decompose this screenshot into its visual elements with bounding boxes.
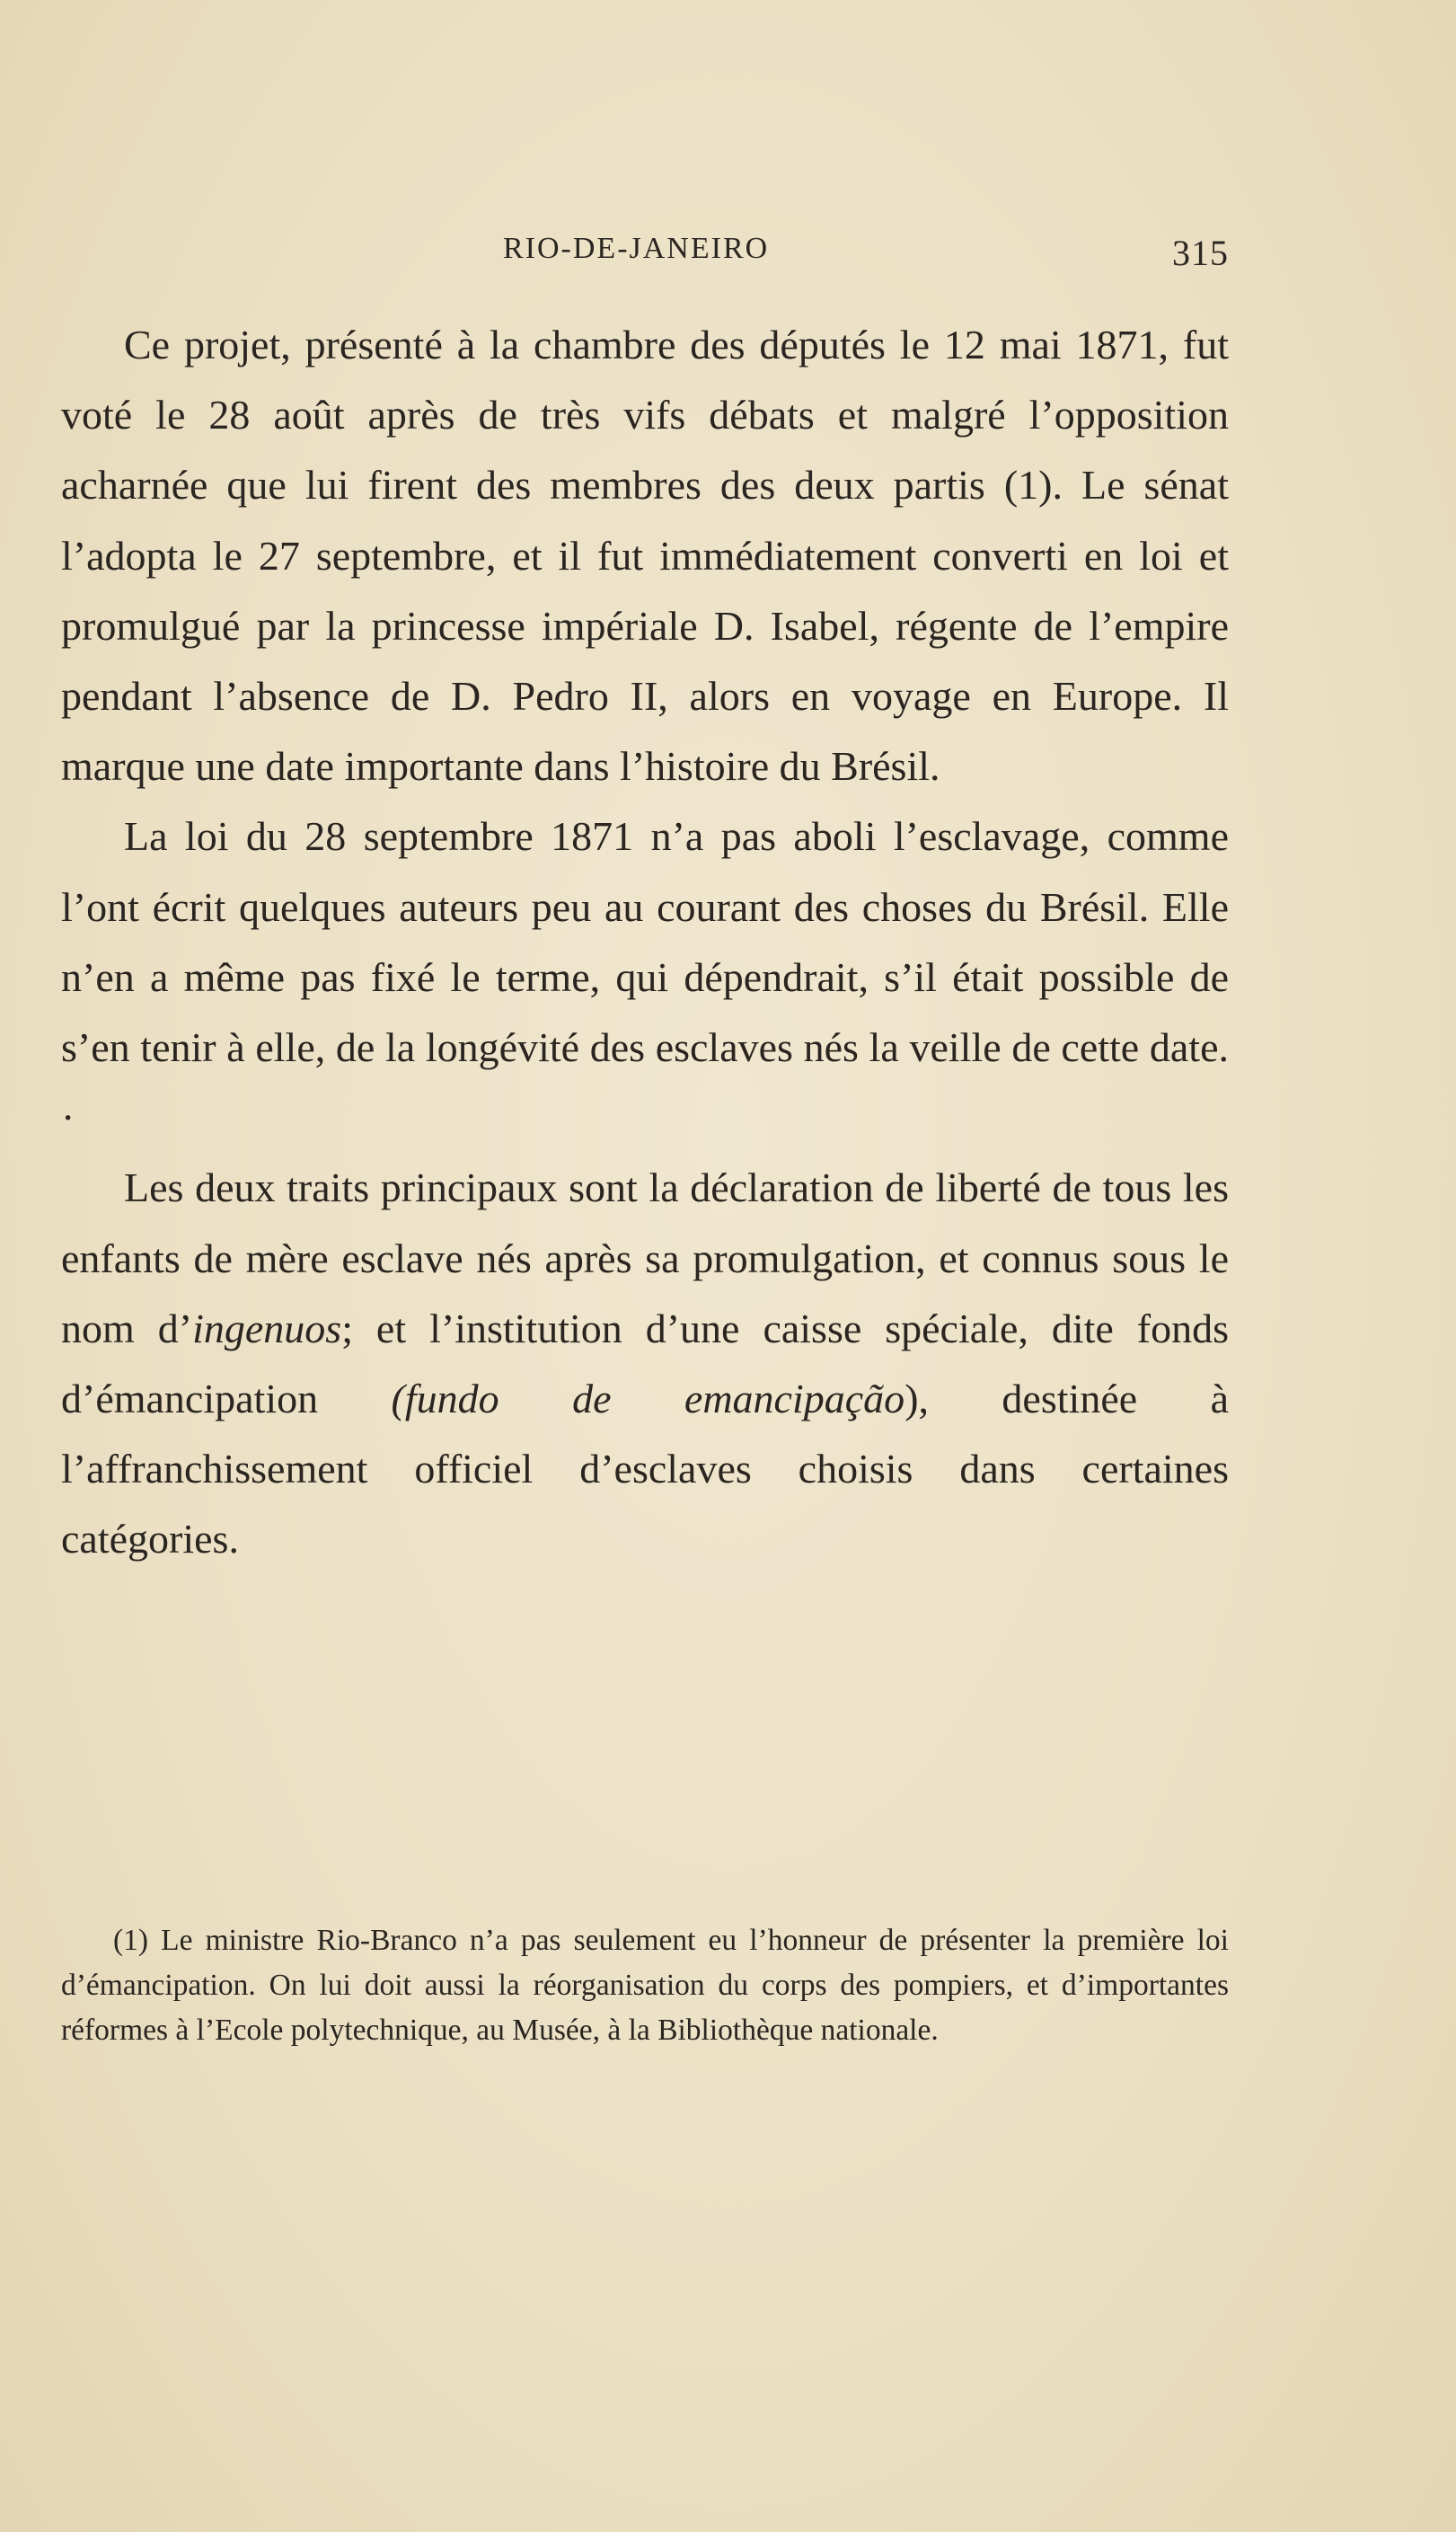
footnote — [61, 1918, 1229, 2053]
running-title: RIO-DE-JANEIRO — [503, 232, 770, 265]
page-header — [61, 232, 1229, 277]
paragraph-3-text-middle: ; et l’institution d’une caisse spéciale, dite fonds d’émancipation — [61, 1305, 1229, 1422]
page-number: 315 — [1172, 233, 1229, 273]
paragraph-3-text-end: ), destinée à l’affranchissement officiel d’esclaves choisis dans certaines catégories. — [61, 1376, 1229, 1563]
italic-term-fundo: (fundo de emancipação — [391, 1376, 905, 1422]
italic-term-ingenuos: ingenuos — [192, 1305, 342, 1351]
paragraph-2-text: La loi du 28 septembre 1871 n’a pas aboli l’esclavage, comme l’ont écrit quelques auteurs peu au courant des choses du Brésil. Elle n’en a même pas fixé le terme, qui dépendrait, s’il était possible de s’en tenir à elle, de la longévité des esclaves nés la veille de cette date. · — [61, 813, 1229, 1141]
paragraph-3-text-start: Les deux traits principaux sont la déclaration de liberté de tous les enfants de mère esclave nés après sa promulgation, et connus sous le nom d’ — [61, 1164, 1229, 1351]
paragraph-1 — [61, 310, 1229, 801]
paragraph-3 — [61, 1153, 1229, 1574]
body-text — [61, 310, 1229, 1575]
footnote-text: (1) Le ministre Rio-Branco n’a pas seulement eu l’honneur de présenter la première loi d’émancipation. On lui doit aussi la réorganisation du corps des pompiers, et d’importantes réformes à l’Ecole polytechnique, au Musée, à la Bibliothèque nationale. — [61, 1924, 1229, 2047]
paragraph-2 — [61, 801, 1229, 1153]
paragraph-1-text: Ce projet, présenté à la chambre des députés le 12 mai 1871, fut voté le 28 août après de très vifs débats et malgré l’opposition acharnée que lui firent des membres des deux partis (1). Le sénat l’adopta le 27 septembre, et il fut immédiatement converti en loi et promulgué par la princesse impériale D. Isabel, régente de l’empire pendant l’absence de D. Pedro II, alors en voyage en Europe. Il marque une date importante dans l’histoire du Brésil. — [61, 322, 1229, 790]
